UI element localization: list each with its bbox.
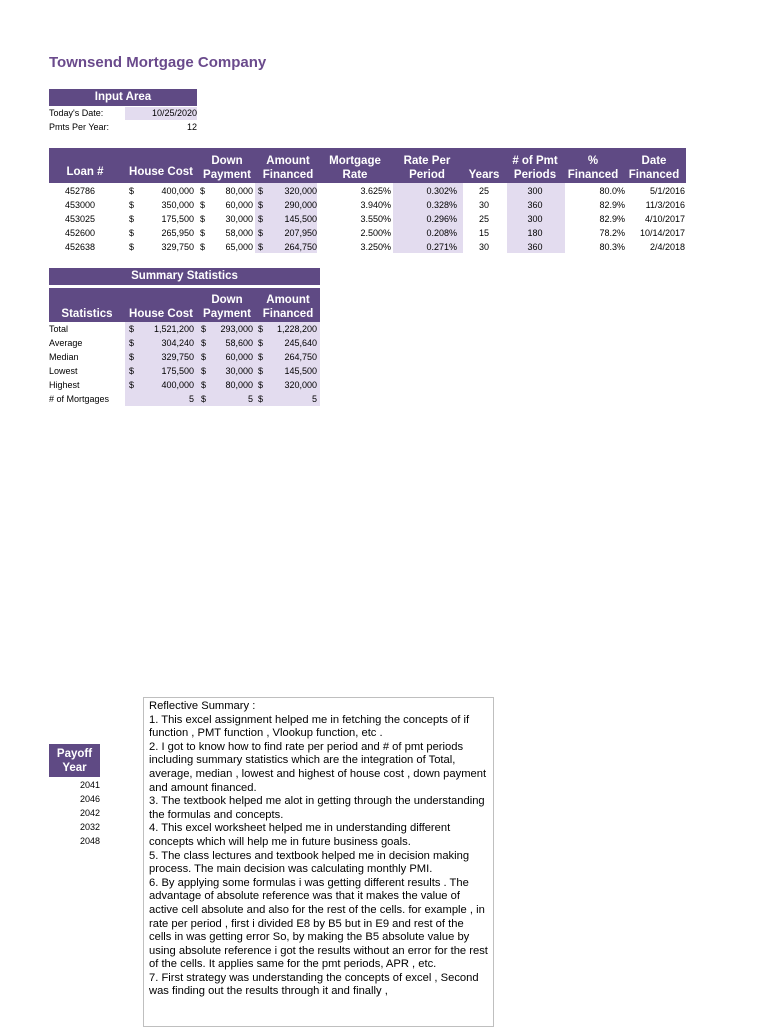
payoff-year-cell[interactable]: 2041	[79, 780, 100, 790]
table-cell[interactable]: 4/10/2017	[644, 214, 685, 224]
table-cell[interactable]: $	[200, 200, 206, 210]
summary-cell[interactable]: $	[201, 380, 207, 390]
table-cell[interactable]: $	[200, 228, 206, 238]
col-amount-financed-header: Amount Financed	[262, 155, 314, 181]
loan-table-header: Loan # House Cost Down Payment Amount Financed Mortgage Rate Rate Per Period Years # of Pmt Periods % Financed Date Financed	[49, 148, 686, 183]
col-pmt-periods-header: # of Pmt Periods	[512, 155, 558, 181]
summary-row	[49, 378, 320, 392]
table-cell[interactable]: 0.296%	[426, 214, 457, 224]
todays-date-cell[interactable]: 10/25/2020	[125, 107, 197, 120]
table-cell[interactable]: 10/14/2017	[639, 228, 685, 238]
table-cell[interactable]: 82.9%	[599, 200, 625, 210]
table-cell[interactable]: 400,000	[161, 186, 194, 196]
table-cell[interactable]: $	[200, 186, 206, 196]
table-cell[interactable]: $	[258, 228, 264, 238]
table-cell[interactable]: 175,500	[161, 214, 194, 224]
table-cell[interactable]: $	[200, 214, 206, 224]
table-cell[interactable]: 0.208%	[426, 228, 457, 238]
table-cell[interactable]: $	[129, 242, 135, 252]
table-cell[interactable]: 360	[527, 200, 543, 210]
table-cell[interactable]: 290,000	[284, 200, 317, 210]
pmts-per-year-label: Pmts Per Year:	[49, 122, 110, 132]
table-cell[interactable]: 453000	[64, 200, 96, 210]
reflective-line: 3. The textbook helped me alot in getting through the understanding the formulas and concepts.	[149, 795, 485, 821]
table-cell[interactable]: 360	[527, 242, 543, 252]
table-cell[interactable]: 0.302%	[426, 186, 457, 196]
table-cell[interactable]: 265,950	[161, 228, 194, 238]
table-cell[interactable]: $	[258, 200, 264, 210]
summary-cell[interactable]: $	[129, 380, 135, 390]
summary-cell[interactable]: 60,000	[225, 352, 253, 362]
summary-cell[interactable]: $	[258, 366, 264, 376]
summary-cell[interactable]: 1,521,200	[153, 324, 194, 334]
summary-cell[interactable]: $	[258, 380, 264, 390]
summary-row	[49, 364, 320, 378]
table-cell[interactable]: 300	[527, 214, 543, 224]
table-cell[interactable]: 65,000	[225, 242, 253, 252]
table-row	[49, 240, 686, 254]
table-cell[interactable]: 30	[478, 200, 489, 210]
table-cell[interactable]: 2/4/2018	[649, 242, 685, 252]
summary-cell[interactable]: 400,000	[161, 380, 194, 390]
col-years-header: Years	[468, 169, 500, 181]
table-cell[interactable]: 5/1/2016	[649, 186, 685, 196]
input-area-header: Input Area	[49, 89, 197, 106]
table-cell[interactable]: 300	[527, 186, 543, 196]
table-row	[49, 212, 686, 226]
table-cell[interactable]: 58,000	[225, 228, 253, 238]
summary-cell[interactable]: 293,000	[220, 324, 253, 334]
payoff-year-cell[interactable]: 2032	[79, 822, 100, 832]
col-amount-financed-header: Amount Financed	[262, 294, 314, 320]
summary-statistics-title: Summary Statistics	[49, 268, 320, 285]
col-house-cost-header: House Cost	[129, 308, 193, 320]
reflective-line: Reflective Summary :	[149, 700, 256, 712]
table-cell[interactable]: 80,000	[225, 186, 253, 196]
table-cell[interactable]: $	[258, 242, 264, 252]
table-cell[interactable]: 145,500	[284, 214, 317, 224]
payoff-year-cell[interactable]: 2046	[79, 794, 100, 804]
table-cell[interactable]: $	[129, 186, 135, 196]
summary-cell[interactable]: 80,000	[225, 380, 253, 390]
table-cell[interactable]: 3.940%	[360, 200, 391, 210]
reflective-line: 5. The class lectures and textbook helped me in decision making process. The main decision was calculating monthly PMI.	[149, 849, 470, 876]
summary-cell[interactable]: $	[201, 338, 207, 348]
table-cell[interactable]: 15	[478, 228, 489, 238]
table-cell[interactable]: 11/3/2016	[645, 200, 685, 210]
col-rate-per-period-header: Rate Per Period	[403, 155, 451, 181]
col-down-payment-header: Down Payment	[203, 294, 251, 320]
summary-cell[interactable]: $	[258, 338, 264, 348]
summary-row	[49, 322, 320, 336]
col-pct-financed-header: % Financed	[567, 155, 619, 181]
summary-cell[interactable]: $	[258, 352, 264, 362]
reflective-summary-box[interactable]	[143, 697, 494, 1027]
summary-cell[interactable]: 5	[247, 394, 253, 404]
summary-cell[interactable]: 5	[311, 394, 317, 404]
summary-row	[49, 392, 320, 406]
summary-row	[49, 336, 320, 350]
reflective-line: 2. I got to know how to find rate per period and # of pmt periods including summary statistics which are the integration of Total, average, median , lowest and highest of house cost , down payment and amount financed.	[149, 740, 487, 794]
summary-cell[interactable]: 5	[188, 394, 194, 404]
payoff-year-cell[interactable]: 2042	[79, 808, 100, 818]
col-mortgage-rate-header: Mortgage Rate	[329, 155, 381, 181]
summary-cell[interactable]: 58,600	[225, 338, 253, 348]
summary-cell[interactable]: 30,000	[225, 366, 253, 376]
table-cell[interactable]: 25	[478, 186, 489, 196]
reflective-line: 7. First strategy was understanding the concepts of excel , Second was finding out the results through it and finally ,	[149, 971, 479, 998]
summary-row	[49, 350, 320, 364]
summary-cell[interactable]: 245,640	[284, 338, 317, 348]
table-cell[interactable]: 452786	[64, 186, 96, 196]
table-cell[interactable]: 453025	[64, 214, 96, 224]
summary-cell[interactable]: 329,750	[161, 352, 194, 362]
summary-label: # of Mortgages	[49, 394, 110, 404]
table-cell[interactable]: 3.250%	[360, 242, 391, 252]
table-cell[interactable]: 350,000	[161, 200, 194, 210]
summary-label: Median	[49, 352, 79, 362]
reflective-line: 1. This excel assignment helped me in fetching the concepts of if function , PMT function , Vlookup function, etc .	[149, 713, 470, 740]
table-cell[interactable]: 452638	[64, 242, 96, 252]
summary-label: Total	[49, 324, 69, 334]
summary-label: Lowest	[49, 366, 78, 376]
table-cell[interactable]: $	[200, 242, 206, 252]
summary-cell[interactable]: 304,240	[161, 338, 194, 348]
summary-cell[interactable]: $	[201, 366, 207, 376]
table-cell[interactable]: 80.0%	[599, 186, 625, 196]
table-cell[interactable]: 0.271%	[426, 242, 457, 252]
table-row	[49, 198, 686, 212]
summary-cell[interactable]: 320,000	[284, 380, 317, 390]
table-cell[interactable]: 30	[478, 242, 489, 252]
payoff-year-header: Payoff Year	[49, 744, 100, 777]
summary-cell[interactable]: 175,500	[161, 366, 194, 376]
summary-cell[interactable]: $	[258, 324, 264, 334]
table-cell[interactable]: 78.2%	[599, 228, 625, 238]
table-cell[interactable]: 0.328%	[426, 200, 457, 210]
payoff-year-cell[interactable]: 2048	[79, 836, 100, 846]
col-statistics-header: Statistics	[61, 308, 113, 320]
table-cell[interactable]: $	[129, 214, 135, 224]
summary-label: Average	[49, 338, 83, 348]
summary-cell[interactable]: $	[201, 352, 207, 362]
table-row	[49, 226, 686, 240]
col-down-payment-header: Down Payment	[203, 155, 251, 181]
page-title: Townsend Mortgage Company	[49, 54, 267, 71]
table-cell[interactable]: 3.550%	[360, 214, 391, 224]
table-cell[interactable]: 452600	[64, 228, 96, 238]
summary-table-header	[49, 288, 320, 322]
table-cell[interactable]: 180	[527, 228, 543, 238]
summary-cell[interactable]: $	[129, 324, 135, 334]
pmts-per-year-cell[interactable]: 12	[186, 122, 197, 132]
table-cell[interactable]: 82.9%	[599, 214, 625, 224]
table-cell[interactable]: 320,000	[284, 186, 317, 196]
table-cell[interactable]: 329,750	[161, 242, 194, 252]
table-cell[interactable]: 264,750	[284, 242, 317, 252]
table-cell[interactable]: $	[129, 228, 135, 238]
summary-cell[interactable]: 145,500	[284, 366, 317, 376]
table-cell[interactable]: 80.3%	[599, 242, 625, 252]
table-cell[interactable]: 60,000	[225, 200, 253, 210]
summary-label: Highest	[49, 380, 80, 390]
table-cell[interactable]: 25	[478, 214, 489, 224]
table-cell[interactable]: 3.625%	[360, 186, 391, 196]
reflective-line: 4. This excel worksheet helped me in understanding different concepts which will help me in future business goals.	[149, 822, 451, 848]
col-date-financed-header: Date Financed	[628, 155, 680, 181]
summary-cell[interactable]: $	[258, 394, 264, 404]
todays-date-label: Today's Date:	[49, 108, 104, 118]
summary-cell[interactable]: 1,228,200	[276, 324, 317, 334]
table-cell[interactable]: $	[258, 186, 264, 196]
summary-cell[interactable]: $	[129, 366, 135, 376]
summary-cell[interactable]: 264,750	[284, 352, 317, 362]
summary-cell[interactable]: $	[129, 338, 135, 348]
summary-cell[interactable]: $	[201, 324, 207, 334]
table-row	[49, 184, 686, 198]
summary-cell[interactable]: $	[201, 394, 207, 404]
summary-cell[interactable]: $	[129, 352, 135, 362]
table-cell[interactable]: 2.500%	[360, 228, 391, 238]
reflective-line: 6. By applying some formulas i was getting different results . The advantage of absolute reference was that it makes the value of active cell absolute and also for the rest of the cells. for example , in rate per period , first i divided E8 by B5 but in E9 and rest of the cells in was getting error So, by making the B5 absolute value by using absolute reference i got the results without an error for the rest of the cells. It applies same for the pmt periods, APR , etc.	[149, 876, 488, 971]
table-cell[interactable]: $	[258, 214, 264, 224]
table-cell[interactable]: $	[129, 200, 135, 210]
table-cell[interactable]: 207,950	[284, 228, 317, 238]
table-cell[interactable]: 30,000	[225, 214, 253, 224]
